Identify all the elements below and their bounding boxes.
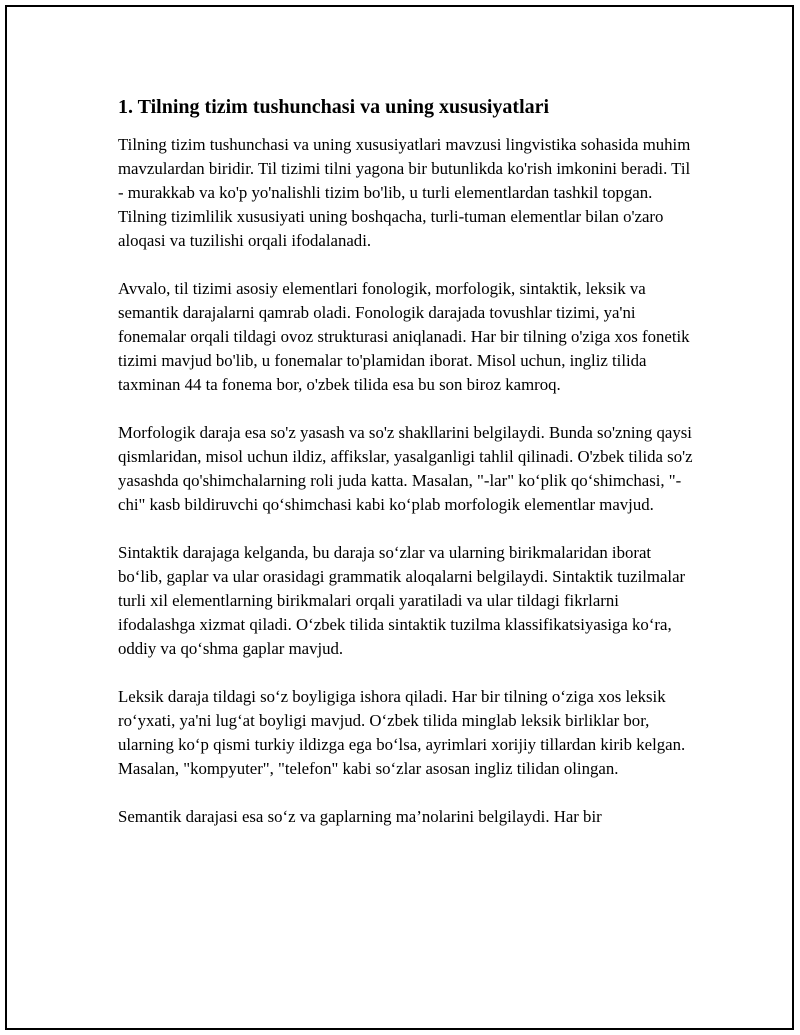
document-title: 1. Tilning tizim tushunchasi va uning xususiyatlari bbox=[118, 96, 550, 118]
paragraph-2: Avvalo, til tizimi asosiy elementlari fonologik, morfologik, sintaktik, leksik va semantik darajalarni qamrab oladi. Fonologik darajada tovushlar tizimi, ya'ni fonemalar orqali tildagi ovoz strukturasi aniqlanadi. Har bir tilning o'ziga xos fonetik tizimi mavjud bo'lib, u fonemalar to'plamidan iborat. Misol uchun, ingliz tilida taxminan 44 ta fonema bor, o'zbek tilida esa bu son biroz kamroq. bbox=[118, 279, 690, 394]
paragraph-6: Semantik darajasi esa so‘z va gaplarning ma’nolarini belgilaydi. Har bir bbox=[118, 807, 602, 826]
paragraph-5: Leksik daraja tildagi so‘z boyligiga ishora qiladi. Har bir tilning o‘ziga xos leksik ro‘yxati, ya'ni lug‘at boyligi mavjud. O‘zbek tilida minglab leksik birliklar bor, ularning ko‘p qismi turkiy ildizga ega bo‘lsa, ayrimlari xorijiy tillardan kirib kelgan. Masalan, "kompyuter", "telefon" kabi so‘zlar asosan ingliz tilidan olingan. bbox=[118, 687, 686, 778]
document-body bbox=[118, 93, 693, 853]
paragraph-3: Morfologik daraja esa so'z yasash va so'z shakllarini belgilaydi. Bunda so'zning qaysi qismlaridan, misol uchun ildiz, affikslar, yasalganligi tahlil qilinadi. O'zbek tilida so'z yasashda qo'shimchalarning roli juda katta. Masalan, "-lar" ko‘plik qo‘shimchasi, "-chi" kasb bildiruvchi qo‘shimchasi kabi ko‘plab morfologik elementlar mavjud. bbox=[118, 423, 693, 514]
paragraph-1: Tilning tizim tushunchasi va uning xususiyatlari mavzusi lingvistika sohasida muhim mavzulardan biridir. Til tizimi tilni yagona bir butunlikda ko'rish imkonini beradi. Til - murakkab va ko'p yo'nalishli tizim bo'lib, u turli elementlardan tashkil topgan. Tilning tizimlilik xususiyati uning boshqacha, turli-tuman elementlar bilan o'zaro aloqasi va tuzilishi orqali ifodalanadi. bbox=[118, 135, 691, 250]
paragraph-4: Sintaktik darajaga kelganda, bu daraja so‘zlar va ularning birikmalaridan iborat bo‘lib, gaplar va ular orasidagi grammatik aloqalarni belgilaydi. Sintaktik tuzilmalar turli xil elementlarning birikmalari orqali yaratiladi va ular tildagi fikrlarni ifodalashga xizmat qiladi. O‘zbek tilida sintaktik tuzilma klassifikatsiyasiga ko‘ra, oddiy va qo‘shma gaplar mavjud. bbox=[118, 543, 686, 658]
